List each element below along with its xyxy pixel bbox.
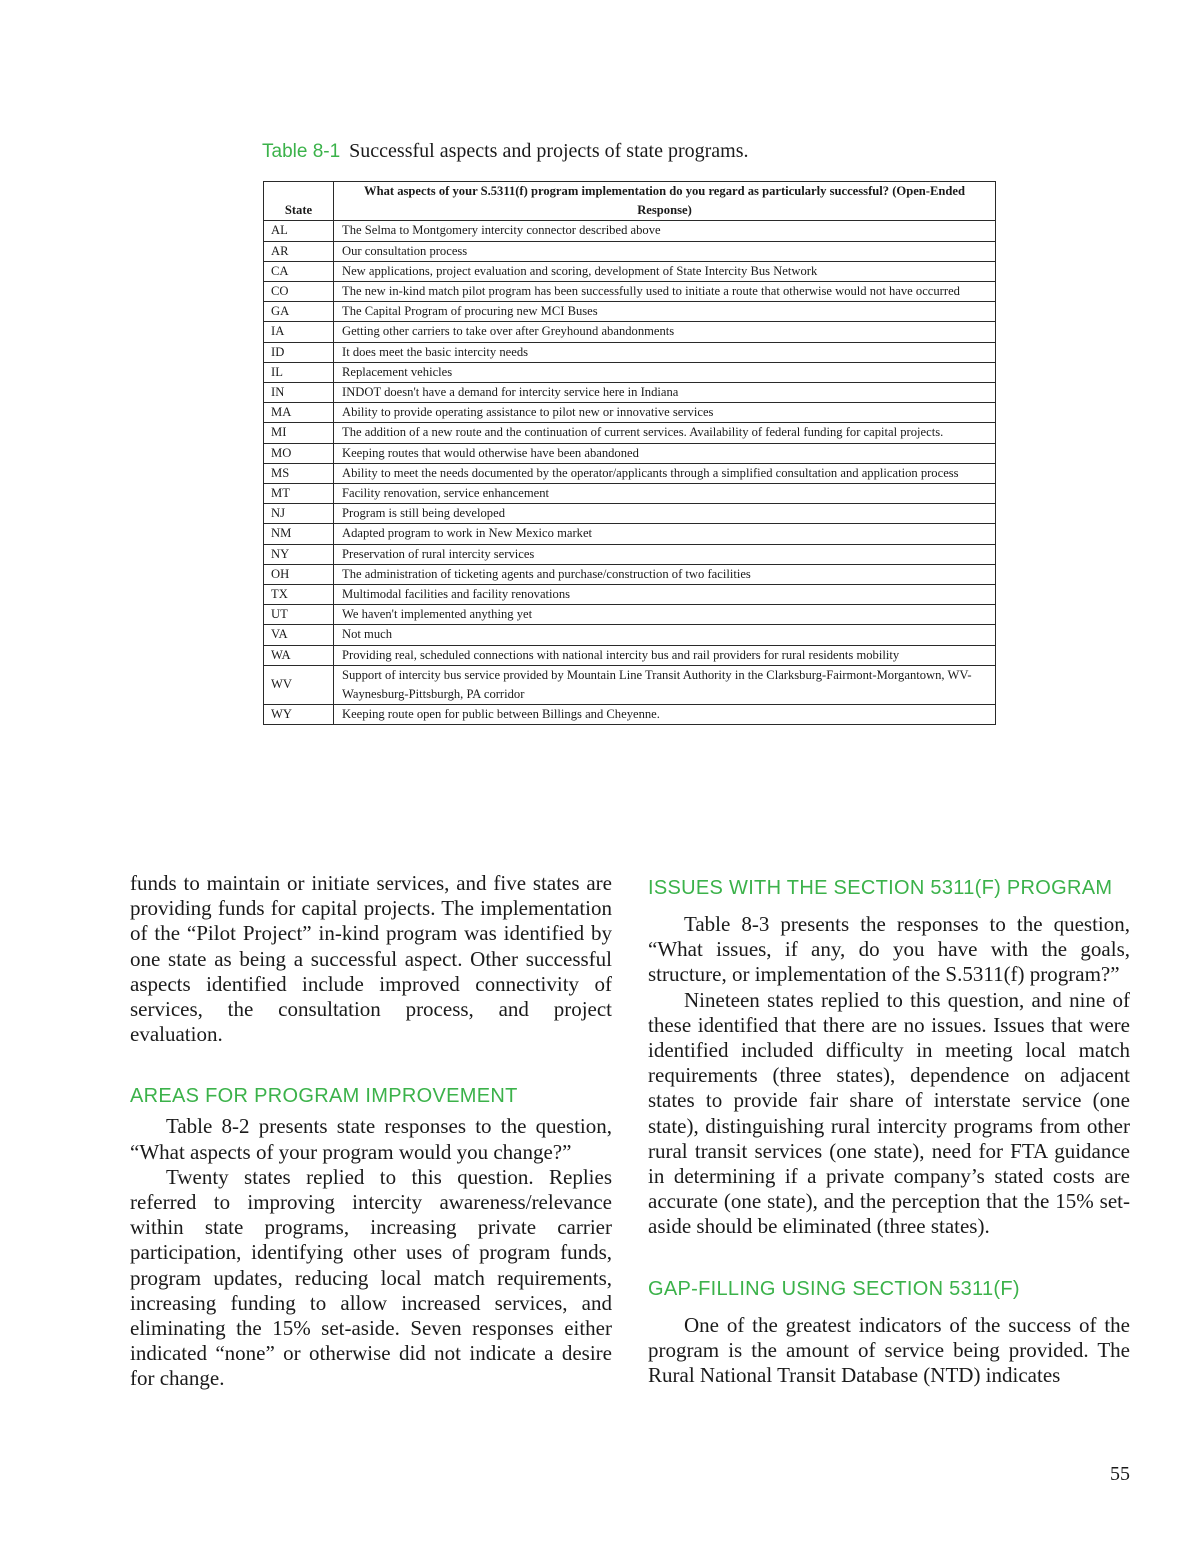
table-row xyxy=(264,241,996,261)
state-cell: CA xyxy=(264,261,334,281)
state-cell: MO xyxy=(264,443,334,463)
state-cell: IN xyxy=(264,383,334,403)
table-row xyxy=(264,705,996,725)
state-cell: TX xyxy=(264,585,334,605)
table-number: Table 8-1 xyxy=(262,141,341,162)
table-row xyxy=(264,423,996,443)
aspect-cell: The administration of ticketing agents and purchase/construction of two facilities xyxy=(334,564,996,584)
table-row xyxy=(264,484,996,504)
aspect-cell: Preservation of rural intercity services xyxy=(334,544,996,564)
table-row xyxy=(264,403,996,423)
aspect-cell: Ability to meet the needs documented by the operator/applicants through a simplified consultation and application process xyxy=(334,463,996,483)
aspect-cell: INDOT doesn't have a demand for intercity service here in Indiana xyxy=(334,383,996,403)
table-row xyxy=(264,383,996,403)
table-row xyxy=(264,625,996,645)
table-row xyxy=(264,282,996,302)
state-cell: WA xyxy=(264,645,334,665)
section-heading-issues: ISSUES WITH THE SECTION 5311(F) PROGRAM xyxy=(648,877,1113,899)
state-cell: NJ xyxy=(264,504,334,524)
state-column-header: State xyxy=(264,182,334,221)
state-cell: OH xyxy=(264,564,334,584)
aspect-cell: The Capital Program of procuring new MCI Buses xyxy=(334,302,996,322)
aspect-cell: Replacement vehicles xyxy=(334,362,996,382)
table-row xyxy=(264,605,996,625)
table-row xyxy=(264,302,996,322)
table-row xyxy=(264,665,996,704)
state-cell: AL xyxy=(264,221,334,241)
aspect-cell: Not much xyxy=(334,625,996,645)
table-row xyxy=(264,221,996,241)
aspect-cell: Keeping routes that would otherwise have been abandoned xyxy=(334,443,996,463)
state-cell: MI xyxy=(264,423,334,443)
state-cell: MA xyxy=(264,403,334,423)
aspect-cell: The addition of a new route and the continuation of current services. Availability of federal funding for capital projects. xyxy=(334,423,996,443)
right-paragraph-table-8-3: Table 8-3 presents the responses to the question, “What issues, if any, do you have with the goals, structure, or implementation of the S.5311(f) program?” xyxy=(648,912,1130,987)
table-row xyxy=(264,362,996,382)
table-row xyxy=(264,585,996,605)
state-cell: IL xyxy=(264,362,334,382)
aspect-cell: We haven't implemented anything yet xyxy=(334,605,996,625)
section-heading-gap-filling: GAP-FILLING USING SECTION 5311(F) xyxy=(648,1277,1020,1300)
state-cell: WV xyxy=(264,665,334,704)
state-cell: NY xyxy=(264,544,334,564)
aspect-cell: Providing real, scheduled connections with national intercity bus and rail providers for rural residents mobility xyxy=(334,645,996,665)
aspect-cell: Support of intercity bus service provided by Mountain Line Transit Authority in the Clarksburg-Fairmont-Morgantown, WV-Waynesburg-Pittsburgh, PA corridor xyxy=(334,665,996,704)
aspect-cell: Program is still being developed xyxy=(334,504,996,524)
state-cell: CO xyxy=(264,282,334,302)
aspect-cell: It does meet the basic intercity needs xyxy=(334,342,996,362)
state-cell: VA xyxy=(264,625,334,645)
table-row xyxy=(264,443,996,463)
aspect-cell: The new in-kind match pilot program has been successfully used to initiate a route that otherwise would not have occurred xyxy=(334,282,996,302)
table-row xyxy=(264,564,996,584)
state-programs-table xyxy=(263,181,996,725)
state-cell: NM xyxy=(264,524,334,544)
table-row xyxy=(264,261,996,281)
aspect-cell: Getting other carriers to take over after Greyhound abandonments xyxy=(334,322,996,342)
left-text-column xyxy=(130,871,612,1392)
aspect-cell: Adapted program to work in New Mexico market xyxy=(334,524,996,544)
left-paragraph-twenty-states: Twenty states replied to this question. Replies referred to improving intercity awareness/relevance within state programs, increasing private carrier participation, identifying other uses of program funds, program updates, reducing local match requirements, increasing funding to allow increased services, and eliminating the 15% set-aside. Seven responses either indicated “none” or otherwise did not indicate a desire for change. xyxy=(130,1164,612,1391)
aspect-cell: The Selma to Montgomery intercity connector described above xyxy=(334,221,996,241)
table-body xyxy=(264,221,996,725)
state-cell: UT xyxy=(264,605,334,625)
aspect-cell: Facility renovation, service enhancement xyxy=(334,484,996,504)
state-cell: ID xyxy=(264,342,334,362)
state-cell: AR xyxy=(264,241,334,261)
table-row xyxy=(264,504,996,524)
state-cell: GA xyxy=(264,302,334,322)
table-caption-text: Successful aspects and projects of state programs. xyxy=(349,140,749,162)
right-paragraph-nineteen-states: Nineteen states replied to this question, and nine of these identified that there are no issues. Issues that were identified included difficulty in meeting local match requirements (three states), dependence on adjacent states to provide fair share of interstate service (one state), distinguishing rural intercity programs from other rural transit services (one state), need for FTA guidance in determining if a private company’s stated costs are accurate (one state), and the perception that the 15% set-aside should be eliminated (three states). xyxy=(648,987,1130,1239)
table-row xyxy=(264,342,996,362)
left-paragraph-table-8-2: Table 8-2 presents state responses to the question, “What aspects of your program would you change?” xyxy=(130,1114,612,1164)
aspect-cell: Multimodal facilities and facility renovations xyxy=(334,585,996,605)
aspect-cell: New applications, project evaluation and scoring, development of State Intercity Bus Network xyxy=(334,261,996,281)
table-row xyxy=(264,463,996,483)
state-cell: MT xyxy=(264,484,334,504)
table-row xyxy=(264,645,996,665)
aspect-cell: Keeping route open for public between Billings and Cheyenne. xyxy=(334,705,996,725)
right-paragraph-gap-filling: One of the greatest indicators of the success of the program is the amount of service being provided. The Rural National Transit Database (NTD) indicates xyxy=(648,1312,1130,1388)
state-cell: IA xyxy=(264,322,334,342)
table-caption xyxy=(262,138,749,165)
table-row xyxy=(264,544,996,564)
aspect-cell: Our consultation process xyxy=(334,241,996,261)
section-heading-program-improvement: AREAS FOR PROGRAM IMPROVEMENT xyxy=(130,1085,518,1108)
table-row xyxy=(264,524,996,544)
right-text-column xyxy=(648,871,1130,1388)
table-header-row xyxy=(264,182,996,221)
page-number: 55 xyxy=(1110,1463,1130,1485)
aspect-cell: Ability to provide operating assistance to pilot new or innovative services xyxy=(334,403,996,423)
question-column-header: What aspects of your S.5311(f) program implementation do you regard as particularly successful? (Open-Ended Response) xyxy=(334,182,996,221)
state-cell: WY xyxy=(264,705,334,725)
state-cell: MS xyxy=(264,463,334,483)
left-paragraph-continued: funds to maintain or initiate services, and five states are providing funds for capital projects. The implementation of the “Pilot Project” in-kind program was identified by one state as being a successful aspect. Other successful aspects identified include improved connectivity of services, the consultation process, and project evaluation. xyxy=(130,871,612,1047)
table-row xyxy=(264,322,996,342)
